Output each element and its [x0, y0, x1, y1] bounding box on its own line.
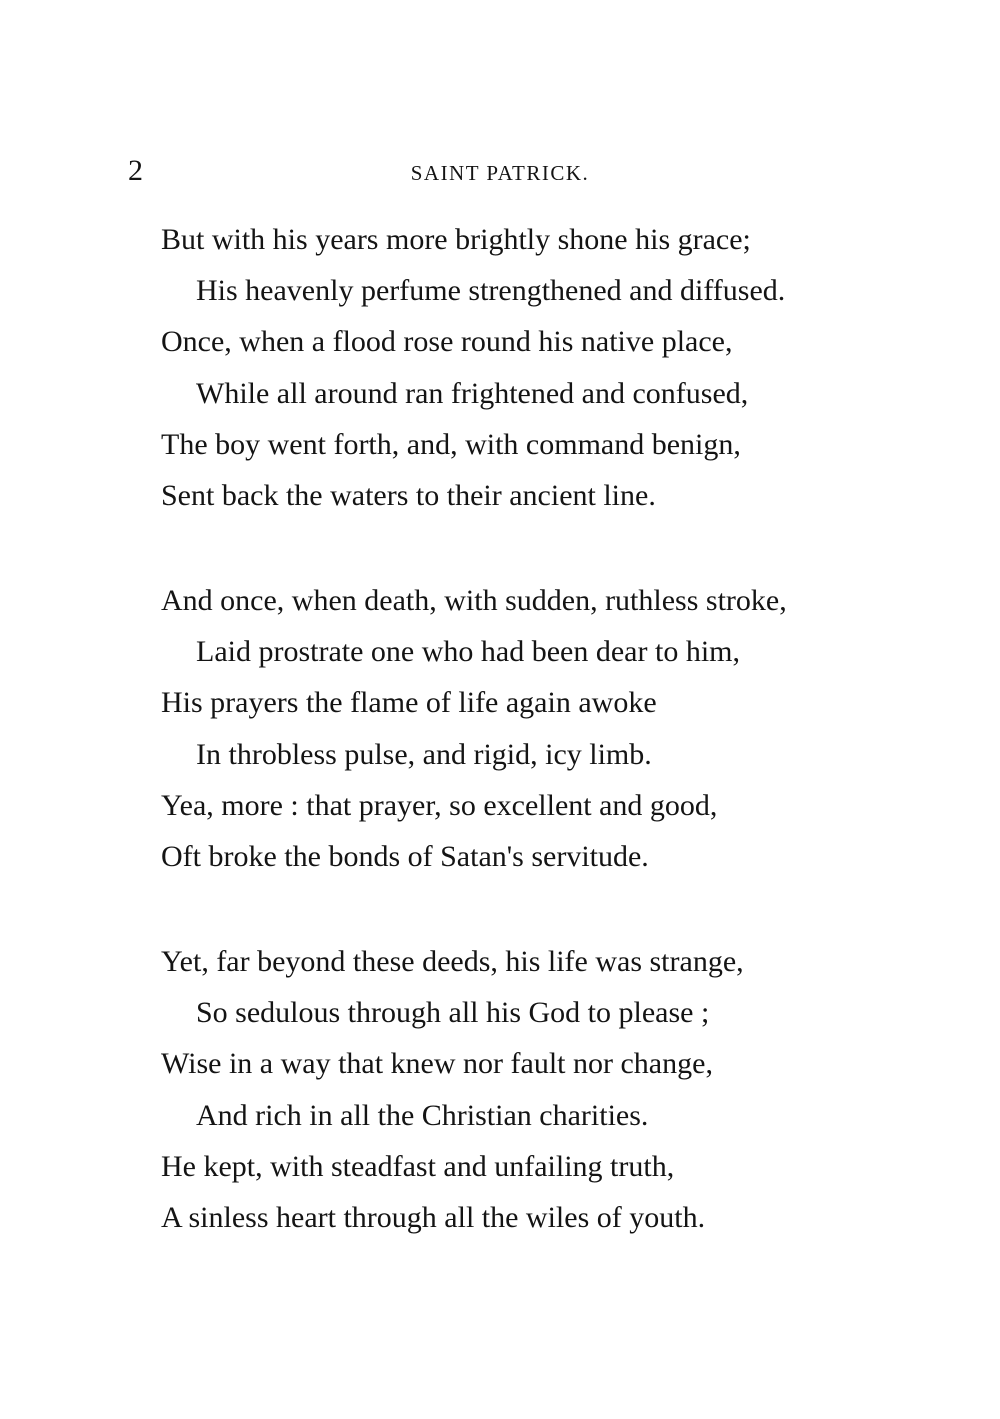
stanza-3 [161, 942, 744, 1249]
poem-line: But with his years more brightly shone his grace; [161, 223, 751, 256]
poem-line: Yea, more : that prayer, so excellent and good, [161, 788, 718, 822]
poem-line: While all around ran frightened and confused, [196, 376, 749, 410]
stanza-1 [161, 220, 785, 527]
poem-line: A sinless heart through all the wiles of youth. [161, 1200, 706, 1234]
running-title: SAINT PATRICK. [410, 161, 590, 185]
poem-line: And once, when death, with sudden, ruthless stroke, [161, 584, 787, 617]
stanza-2 [161, 581, 787, 888]
page-number: 2 [128, 154, 143, 187]
poem-line: Wise in a way that knew nor fault nor change, [161, 1047, 713, 1081]
poem-line: Yet, far beyond these deeds, his life was strange, [161, 945, 744, 978]
poem-line: His heavenly perfume strengthened and diffused. [196, 274, 786, 308]
poem-line: Oft broke the bonds of Satan's servitude. [161, 839, 649, 873]
poem-line: And rich in all the Christian charities. [196, 1098, 649, 1132]
poem-line: Once, when a flood rose round his native place, [161, 325, 733, 359]
poem-line: He kept, with steadfast and unfailing truth, [161, 1149, 675, 1183]
poem-line: Laid prostrate one who had been dear to him, [196, 635, 740, 669]
poem-line: Sent back the waters to their ancient line. [161, 478, 656, 512]
poem-line: The boy went forth, and, with command benign, [161, 427, 741, 461]
poem-line: So sedulous through all his God to please ; [196, 996, 710, 1030]
poem-line: In throbless pulse, and rigid, icy limb. [196, 737, 652, 771]
poem-line: His prayers the flame of life again awoke [161, 686, 657, 720]
